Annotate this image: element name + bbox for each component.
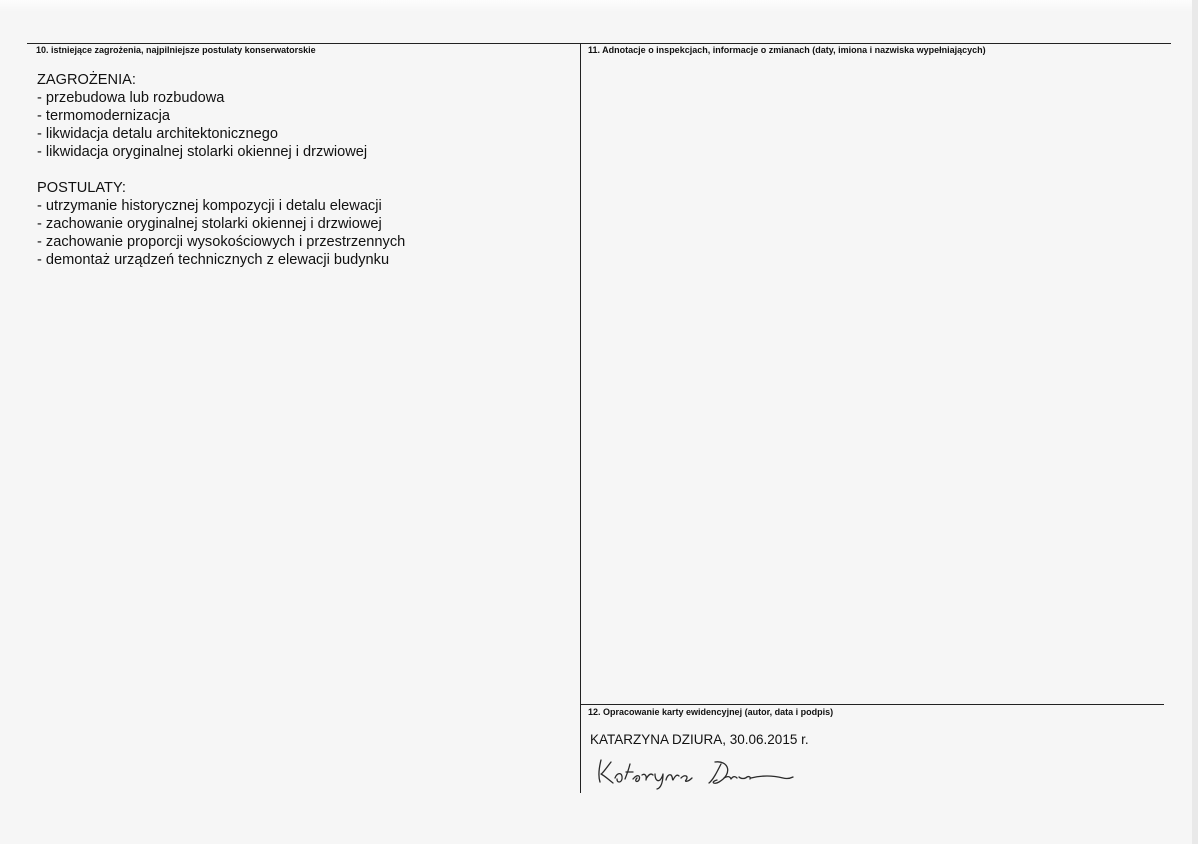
- column-divider: [580, 43, 581, 793]
- threat-item: - termomodernizacja: [37, 107, 367, 125]
- section-10-header: 10. istniejące zagrożenia, najpilniejsze postulaty konserwatorskie: [36, 45, 316, 55]
- postulate-item: - utrzymanie historycznej kompozycji i detalu elewacji: [37, 197, 405, 215]
- threats-list: [37, 89, 367, 161]
- threats-heading: ZAGROŻENIA:: [37, 72, 136, 88]
- author-line: KATARZYNA DZIURA, 30.06.2015 r.: [590, 732, 809, 747]
- threat-item: - likwidacja detalu architektonicznego: [37, 125, 367, 143]
- postulates-list: [37, 197, 405, 269]
- threat-item: - likwidacja oryginalnej stolarki okiennej i drzwiowej: [37, 143, 367, 161]
- postulates-heading: POSTULATY:: [37, 180, 126, 196]
- handwritten-signature: [593, 752, 798, 790]
- postulate-item: - zachowanie oryginalnej stolarki okiennej i drzwiowej: [37, 215, 405, 233]
- postulate-item: - demontaż urządzeń technicznych z elewacji budynku: [37, 251, 405, 269]
- threat-item: - przebudowa lub rozbudowa: [37, 89, 367, 107]
- scan-right-edge: [1192, 0, 1198, 844]
- section-11-header: 11. Adnotacje o inspekcjach, informacje o zmianach (daty, imiona i nazwiska wypełniających): [588, 45, 986, 55]
- postulates-block: [37, 179, 405, 269]
- section-12-rule: [580, 704, 1164, 705]
- postulate-item: - zachowanie proporcji wysokościowych i przestrzennych: [37, 233, 405, 251]
- table-top-rule: [27, 43, 1171, 44]
- threats-block: [37, 71, 367, 161]
- section-12-header: 12. Opracowanie karty ewidencyjnej (autor, data i podpis): [588, 707, 834, 717]
- scan-top-edge: [0, 0, 1198, 12]
